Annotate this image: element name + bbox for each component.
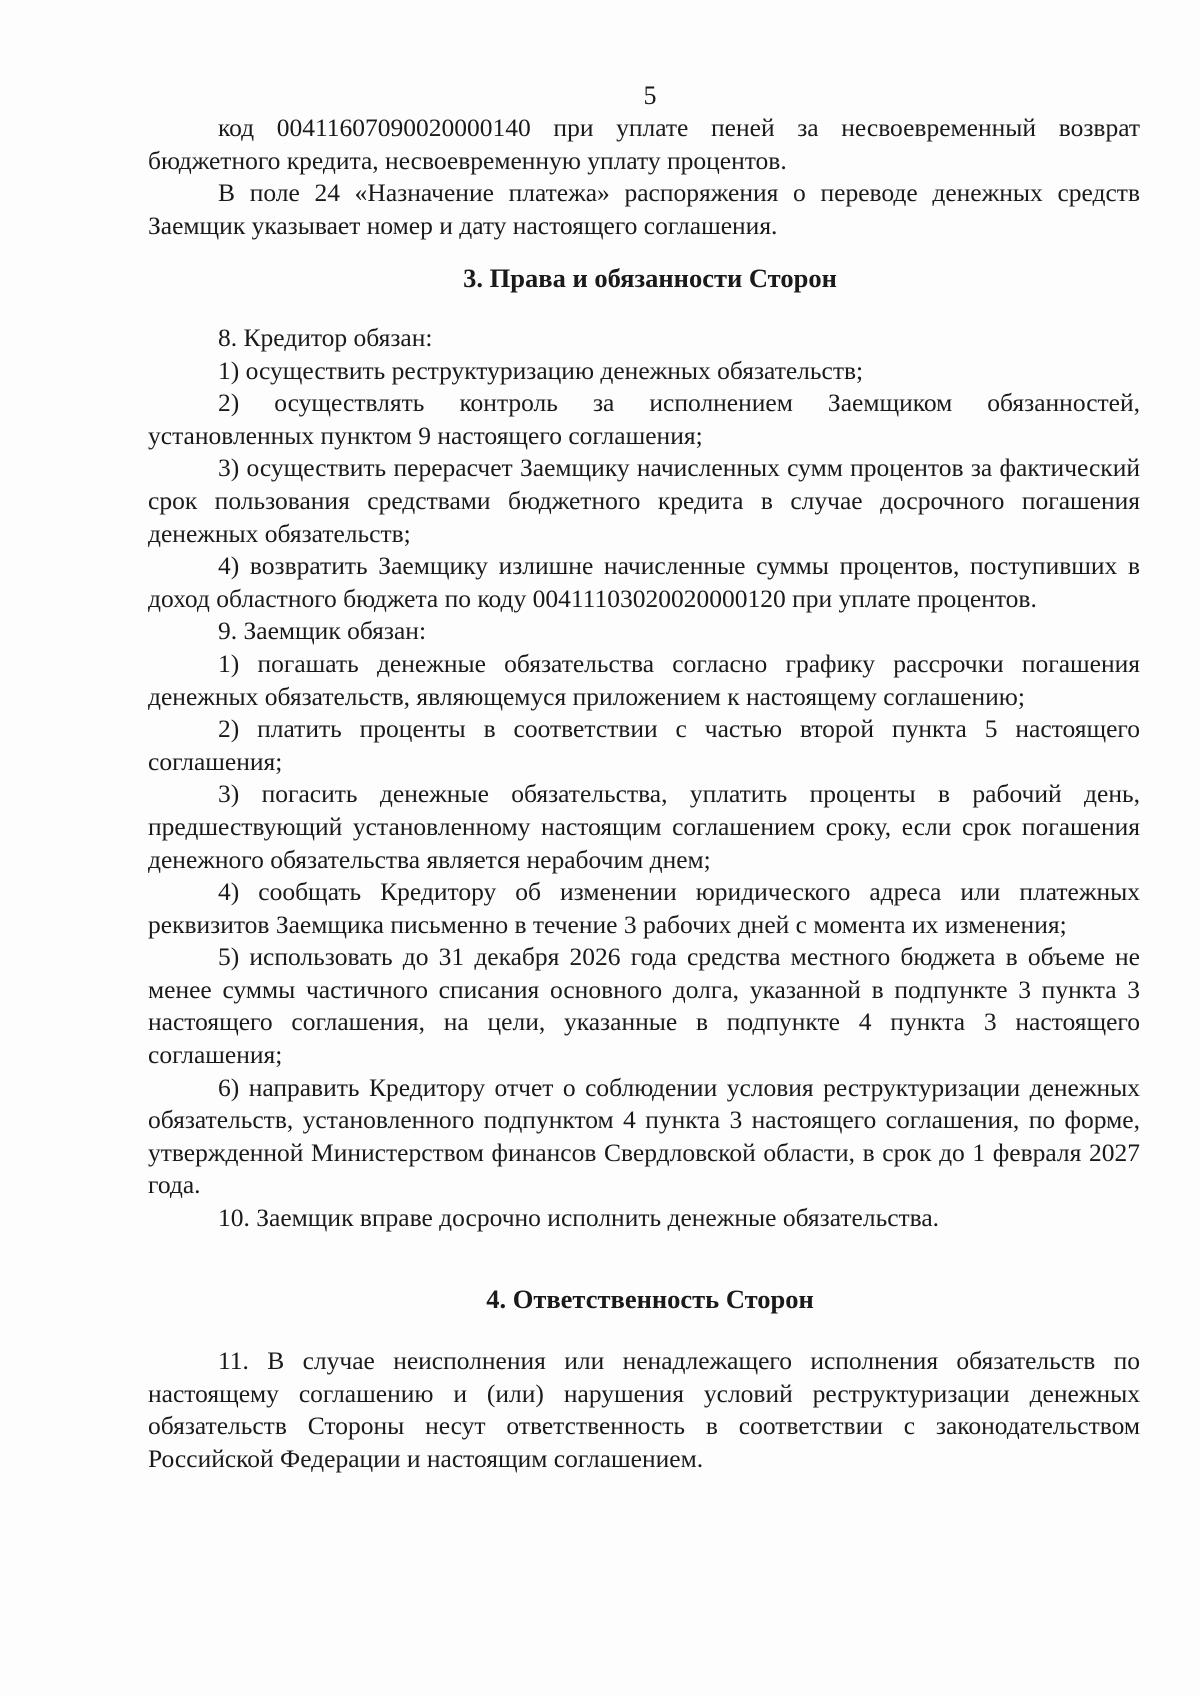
paragraph: 8. Кредитор обязан: <box>218 323 433 352</box>
paragraph: 11. В случае неисполнения или ненадлежащего исполнения обязательств по настоящему соглашению и (или) нарушения условий реструктуризации денежных обязательств Стороны несут ответственность в соответствии с законодательством Российской Федерации и настоящим соглашением. <box>148 1346 1140 1473</box>
paragraph: 6) направить Кредитору отчет о соблюдении условия реструктуризации денежных обязательств, установленного подпунктом 4 пункта 3 настоящего соглашения, по форме, утвержденной Министерством финансов Свердловской области, в срок до 1 февраля 2027 года. <box>148 1072 1140 1200</box>
paragraph: В поле 24 «Назначение платежа» распоряжения о переводе денежных средств Заемщик указывает номер и дату настоящего соглашения. <box>148 178 1140 240</box>
paragraph: 3) осуществить перерасчет Заемщику начисленных сумм процентов за фактический срок пользования средствами бюджетного кредита в случае досрочного погашения денежных обязательств; <box>148 453 1140 548</box>
paragraph: 2) платить проценты в соответствии с частью второй пункта 5 настоящего соглашения; <box>148 714 1140 776</box>
section-3-heading: 3. Права и обязанности Сторон <box>463 263 837 293</box>
paragraph: 2) осуществлять контроль за исполнением Заемщиком обязанностей, установленных пунктом 9 настоящего соглашения; <box>148 388 1140 450</box>
paragraph: 3) погасить денежные обязательства, уплатить проценты в рабочий день, предшествующий установленному настоящим соглашением сроку, если срок погашения денежного обязательства является нерабочим днем; <box>148 779 1140 874</box>
paragraph: код 00411607090020000140 при уплате пеней за несвоевременный возврат бюджетного кредита, несвоевременную уплату процентов. <box>148 113 1140 175</box>
page-number: 5 <box>643 81 657 110</box>
paragraph: 4) возвратить Заемщику излишне начисленные суммы процентов, поступивших в доход областного бюджета по коду 00411103020020000120 при уплате процентов. <box>148 551 1140 613</box>
paragraph: 4) сообщать Кредитору об изменении юридического адреса или платежных реквизитов Заемщика письменно в течение 3 рабочих дней с момента их изменения; <box>148 877 1140 939</box>
paragraph: 10. Заемщик вправе досрочно исполнить денежные обязательства. <box>218 1203 940 1233</box>
paragraph: 1) осуществить реструктуризацию денежных обязательств; <box>218 355 864 385</box>
continuation-block <box>148 112 1140 242</box>
section-4-body <box>148 1345 1140 1475</box>
section-4-heading: 4. Ответственность Сторон <box>486 1284 814 1314</box>
paragraph: 5) использовать до 31 декабря 2026 года средства местного бюджета в объеме не менее суммы частичного списания основного долга, указанной в подпункте 3 пункта 3 настоящего соглашения, на цели, указанные в подпункте 4 пункта 3 настоящего соглашения; <box>148 942 1140 1070</box>
section-3-body <box>148 322 1140 1235</box>
paragraph: 1) погашать денежные обязательства согласно графику рассрочки погашения денежных обязательств, являющемуся приложением к настоящему соглашению; <box>148 648 1140 711</box>
paragraph: 9. Заемщик обязан: <box>218 616 427 646</box>
